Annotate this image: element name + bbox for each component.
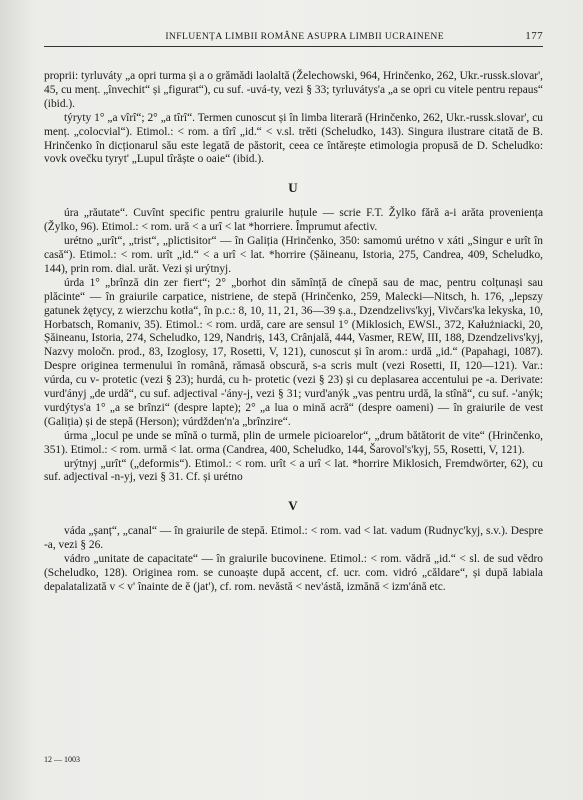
dictionary-text	[44, 70, 543, 595]
dictionary-entry: úra „răutate“. Cuvînt specific pentru graiurile huțule — scrie F.T. Žylko fără a-i arăta proveniența (Žylko, 96). Etimol.: < rom. ură < a urî < lat *horriere. Împrumut afectiv.	[44, 207, 543, 234]
dictionary-entry: proprii: tyrluváty „a opri turma și a o grămădi laolaltă (Želechowski, 964, Hrinčenko, 262, Ukr.-russk.slovar', 45, cu menț. „învechit“ și „figurat“), cu suf. -uvá-ty, vezi § 33; tyrluvátys'a „a se opri cu vitele pentru repaus“ (ibid.).	[44, 70, 543, 110]
dictionary-entry: urýtnyj „urît“ („deformis“). Etimol.: < rom. urît < a urî < lat. *horrire Miklosich, Fremdwörter, 62), cu suf. adjectival -n-yj, vezi § 31. Cf. și urétno	[44, 457, 543, 484]
running-title: INFLUENȚA LIMBII ROMÂNE ASUPRA LIMBII UCRAINENE	[165, 31, 444, 42]
dictionary-entry: úrda 1° „brînză din zer fiert“; 2° „borhot din sămînță de cînepă sau de mac, pentru colțunași sau plăcinte“ — în graiurile carpatice, nistriene, de stepă (Hrinčenko, 259, Malecki—Nitsch, h. 176, „lepszy gatunek żętycy, z wierzchu kotła“, în p.c.: 8, 10, 11, 21, 36—39 ș.a., Dzendzelivs'kyj, Vivčars'ka lekyska, 10, Horbatsch, Romaniv, 35). Etimol.: < rom. urdă, care are sensul 1° (Miklosich, EWSl., 372, Kałużniacki, 20, Șăineanu, Istoria, 274, Scheludko, 129, Nandriș, 143, Crânjală, 444, Vasmer, REW, III, 188, Dzendzelivs'kyj, Nazvy moločn. prod., 83, Izoglosy, 17, Rosetti, V, 121), cunoscut și în arom.: urdă „id.“ (Papahagi, 1087). Despre originea termenului în română, rămasă obscură, s-a scris mult (vezi Rosetti, II, 120—121). Var.: vúrda, cu v- protetic (vezi § 23); hurdá, cu h- protetic (vezi § 23) și cu deplasarea accentului pe -a. Derivate: vurd'ányj „de urdă“, cu suf. adjectival -'ány-j, vezi § 31; vurd'anýk „vas pentru urdă, la stînă“, cu suf. -'anýk; vurdýtys'a 1° „a se brînzi“ (despre lapte); 2° „a lua o mină acră“ (despre oameni) — în graiurile de vest (Galiția) și de stepă (Herson); vúrdžden'n'a „brînzire“.	[44, 276, 543, 428]
sheet-signature: 12 — 1003	[44, 755, 80, 764]
dictionary-entry: úrma „locul pe unde se mînă o turmă, plin de urmele picioarelor“, „drum bătătorit de vite“ (Hrinčenko, 351). Etimol.: < rom. urmă < lat. orma (Candrea, 400, Scheludko, 144, Šarovol's'kyj, 55, Rosetti, V, 121).	[44, 429, 543, 456]
header-rule	[44, 46, 543, 47]
section-letter: V	[288, 498, 299, 514]
section-letter: U	[288, 180, 299, 196]
dictionary-entry: urétno „urît“, „trist“, „plictisitor“ — în Galiția (Hrinčenko, 350: samomú urétno v xáti „Singur e urît în casă“). Etimol.: < rom. urît „id.“ < a urî < lat. *horrire (Șăineanu, Istoria, 275, Candrea, 409, Scheludko, 144), prin rom. dial. urăt. Vezi și urýtnyj.	[44, 235, 543, 275]
running-header	[44, 30, 543, 42]
page-number: 177	[525, 30, 543, 42]
dictionary-entry: vádro „unitate de capacitate“ — în graiurile bucovinene. Etimol.: < rom. vădră „id.“ < sl. de sud vĕdro (Scheludko, 128). Originea rom. se cunoaște după accent, cf. ucr. com. vidró „căldare“, și după labiala depalatalizată v < v' înainte de ĕ (jat'), cf. rom. nevăstă < nev'ástă, izmănă < izm'ánă etc.	[44, 553, 543, 593]
dictionary-entry: týryty 1° „a vîrî“; 2° „a tîrî“. Termen cunoscut și în limba literară (Hrinčenko, 262, Ukr.-russk.slovar', cu menț. „colocvial“). Etimol.: < rom. a tîrî „id.“ < v.sl. trĕti (Scheludko, 143). Singura ilustrare citată de B. Hrinčenko în dicționarul său este legată de păstorit, ceea ce întărește etimologia propusă de D. Scheludko: vovk ovečku tyryt' „Lupul tîrăște o oaie“ (ibid.).	[44, 111, 543, 166]
dictionary-entry: váda „șanț“, „canal“ — în graiurile de stepă. Etimol.: < rom. vad < lat. vadum (Rudnyc'kyj, s.v.). Despre -a, vezi § 26.	[44, 525, 543, 552]
